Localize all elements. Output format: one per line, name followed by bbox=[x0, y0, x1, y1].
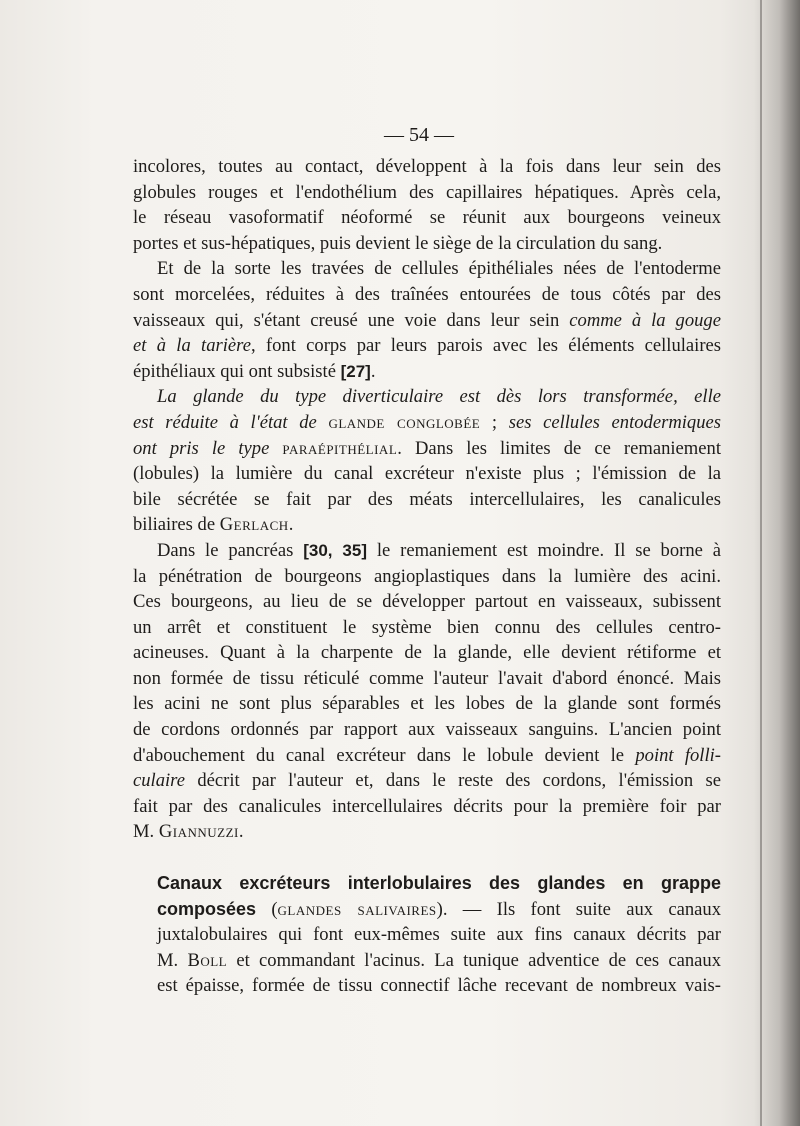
text-span: . bbox=[288, 514, 294, 536]
paragraph-1 bbox=[133, 154, 721, 256]
text-line bbox=[133, 819, 721, 845]
small-caps-span: Gerlach bbox=[219, 514, 289, 536]
text-line bbox=[133, 308, 721, 334]
text-line: incolores, toutes au contact, développent à la fois dans leur sein des bbox=[133, 156, 721, 177]
heading-text: Canaux excréteurs interlobulaires des glandes en grappe bbox=[157, 873, 721, 894]
text-line: les acini ne sont plus séparables et les lobes de la glande sont formés bbox=[133, 693, 721, 715]
text-line bbox=[133, 333, 721, 359]
text-span: . bbox=[370, 360, 376, 382]
text-span: , font corps par leurs parois avec les éléments cellulaires bbox=[250, 335, 722, 357]
text-span: épithéliaux qui ont subsisté bbox=[133, 360, 341, 382]
paragraph-4 bbox=[133, 538, 721, 845]
italic-span: comme à la gouge bbox=[569, 309, 721, 331]
reference-number: [27] bbox=[340, 361, 371, 381]
text-line: sont morcelées, réduites à des traînées entourées de tous côtés par des bbox=[133, 283, 721, 305]
text-span: décrit par l'auteur et, dans le reste des cordons, l'émission se bbox=[184, 770, 721, 792]
text-line bbox=[133, 743, 721, 769]
paragraph-2 bbox=[133, 256, 721, 384]
heading-text: composées bbox=[157, 898, 257, 919]
paragraph-5 bbox=[133, 871, 721, 999]
text-span: M. bbox=[133, 821, 159, 843]
reference-number: [30, 35] bbox=[303, 540, 368, 560]
text-line: un arrêt et constituent le système bien connu des cellules centro- bbox=[133, 616, 721, 638]
text-line: fait par des canalicules intercellulaires décrits pour la première foir par bbox=[133, 795, 721, 817]
small-caps-span: glandes salivaires bbox=[277, 898, 437, 920]
text-line: globules rouges et l'endothélium des capillaires hépatiques. Après cela, bbox=[133, 181, 721, 203]
italic-span: point folli- bbox=[635, 744, 721, 766]
section-heading bbox=[133, 871, 721, 897]
text-span: M. bbox=[157, 949, 188, 971]
text-line: de cordons ordonnés par rapport aux vaisseaux sanguins. L'ancien point bbox=[133, 719, 721, 741]
italic-span: ses cellules entodermiques bbox=[508, 411, 722, 433]
italic-span: et à la tarière bbox=[133, 335, 251, 357]
text-line: portes et sus-hépatiques, puis devient le siège de la circulation du sang. bbox=[133, 232, 663, 254]
text-line: est épaisse, formée de tissu connectif lâche recevant de nombreux vais- bbox=[157, 975, 721, 997]
text-span: . bbox=[238, 821, 244, 843]
page-number: — 54 — bbox=[384, 124, 454, 146]
text-line bbox=[133, 512, 721, 538]
text-line bbox=[133, 538, 721, 564]
text-span: vaisseaux qui, s'étant creusé une voie dans leur sein bbox=[133, 309, 570, 331]
body-text bbox=[133, 154, 721, 999]
italic-span: La glande du type diverticulaire est dès lors transformée, elle bbox=[157, 386, 721, 408]
small-caps-span: paraépithélial bbox=[282, 437, 398, 459]
small-caps-span: glande conglobée bbox=[328, 411, 481, 433]
text-span: le remaniement est moindre. Il se borne à bbox=[367, 539, 721, 561]
text-span: . Dans les limites de ce remaniement bbox=[397, 437, 721, 459]
text-line bbox=[133, 359, 721, 385]
text-span: Dans le pancréas bbox=[157, 539, 304, 561]
text-line: Ces bourgeons, au lieu de se développer partout en vaisseaux, subissent bbox=[133, 591, 721, 613]
section-gap bbox=[133, 845, 721, 871]
text-line: bile sécrétée se fait par des méats intercellulaires, les canalicules bbox=[133, 488, 721, 510]
text-line: Et de la sorte les travées de cellules épithéliales nées de l'entoderme bbox=[157, 258, 721, 280]
text-line: juxtalobulaires qui font eux-mêmes suite aux fins canaux décrits par bbox=[157, 924, 721, 946]
text-line: le réseau vasoformatif néoformé se réunit aux bourgeons veineux bbox=[133, 207, 721, 229]
small-caps-span: Giannuzzi bbox=[158, 821, 239, 843]
text-line bbox=[133, 384, 721, 410]
text-line bbox=[133, 948, 721, 974]
text-line: (lobules) la lumière du canal excréteur n'existe plus ; l'émission de la bbox=[133, 463, 721, 485]
text-line bbox=[133, 436, 721, 462]
page-edge-line bbox=[760, 0, 762, 1126]
text-line: acineuses. Quant à la charpente de la glande, elle devient rétiforme et bbox=[133, 642, 721, 664]
italic-span: culaire bbox=[133, 770, 185, 792]
italic-span: est réduite à l'état de bbox=[133, 411, 329, 433]
text-line bbox=[133, 768, 721, 794]
italic-span: ont pris le type bbox=[133, 437, 283, 459]
paragraph-3 bbox=[133, 384, 721, 538]
text-span: biliaires de bbox=[133, 514, 220, 536]
text-line bbox=[133, 410, 721, 436]
small-caps-span: Boll bbox=[187, 949, 228, 971]
text-line: non formée de tissu réticulé comme l'auteur l'avait d'abord énoncé. Mais bbox=[133, 667, 721, 689]
text-line: la pénétration de bourgeons angioplastiques dans la lumière des acini. bbox=[133, 565, 721, 587]
text-span: ( bbox=[256, 898, 278, 920]
text-line bbox=[133, 897, 721, 923]
text-span: ). — Ils font suite aux canaux bbox=[436, 898, 721, 920]
text-span: et commandant l'acinus. La tunique adventice de ces canaux bbox=[227, 949, 721, 971]
text-span: ; bbox=[480, 411, 509, 433]
text-span: d'abouchement du canal excréteur dans le lobule devient le bbox=[133, 744, 636, 766]
